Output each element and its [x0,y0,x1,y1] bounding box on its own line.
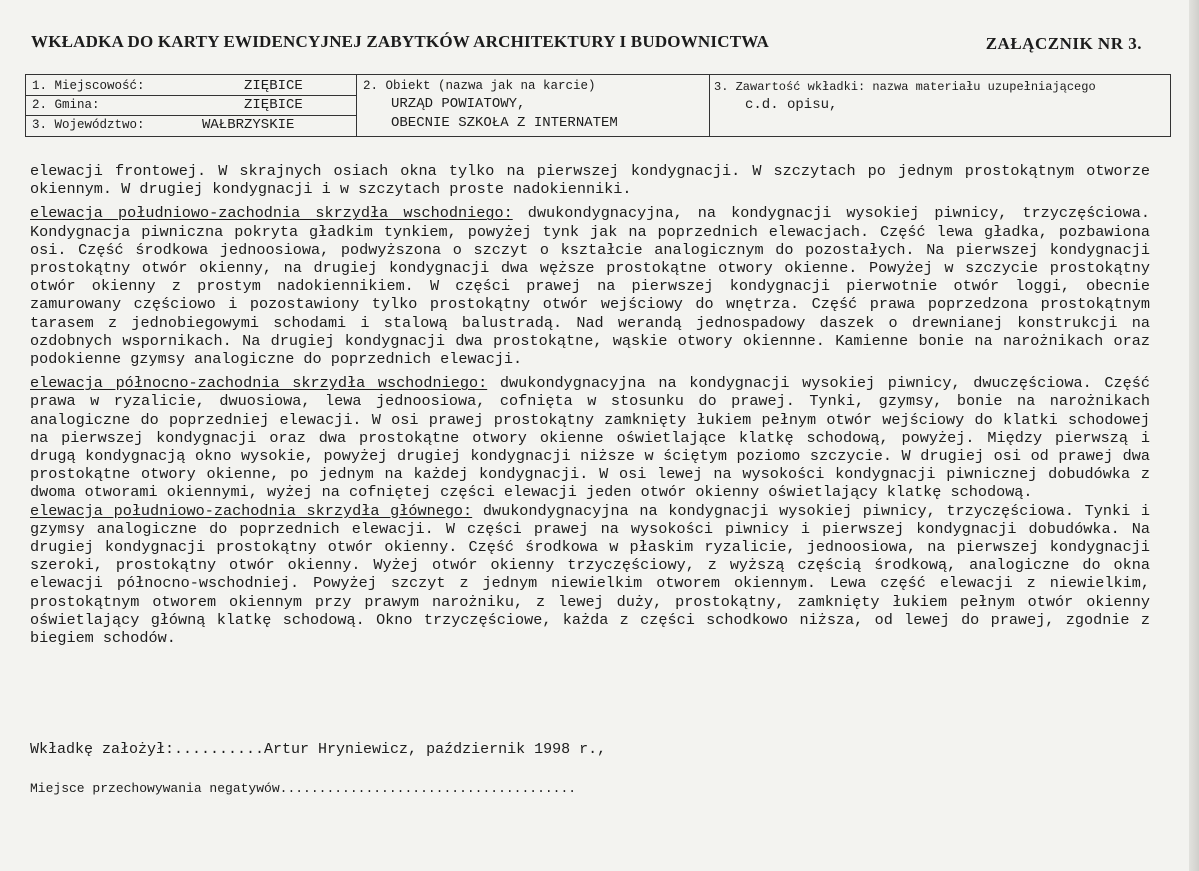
row-divider [26,95,356,96]
founder-line: Wkładkę założył:..........Artur Hryniewicz, październik 1998 r., [30,741,607,758]
paragraph-text: elewacji frontowej. W skrajnych osiach okna tylko na pierwszej kondygnacji. W szczytach po jednym prostokątnym otworze okiennym. W drugiej kondygnacji i w szczytach proste nadokienniki. [30,162,1150,199]
document-title: WKŁADKA DO KARTY EWIDENCYJNEJ ZABYTKÓW ARCHITEKTURY I BUDOWNICTWA [31,32,770,51]
voivodeship-label: 3. Województwo: [32,118,145,132]
content-value: c.d. opisu, [745,97,838,113]
paragraph-northwest-east-wing [30,374,1150,501]
annex-number: ZAŁĄCZNIK NR 3. [985,34,1142,53]
object-label: 2. Obiekt (nazwa jak na karcie) [363,79,596,93]
commune-value: ZIĘBICE [244,97,303,113]
content-column [709,75,1170,136]
description-text [30,162,1150,647]
info-box [25,74,1171,137]
object-line-2: OBECNIE SZKOŁA Z INTERNATEM [391,115,618,131]
paragraph-southwest-main-wing [30,502,1150,648]
paragraph-southwest-east-wing [30,204,1150,368]
row-divider [26,115,356,116]
object-line-1: URZĄD POWIATOWY, [391,96,526,112]
content-label: 3. Zawartość wkładki: nazwa materiału uzupełniającego [714,80,1096,94]
locality-label: 1. Miejscowość: [32,79,145,93]
section-heading: elewacja południowo-zachodnia skrzydła wschodniego: [30,204,513,223]
section-heading: elewacja południowo-zachodnia skrzydła głównego: [30,501,473,520]
negatives-location-line: Miejsce przechowywania negatywów...................................... [30,781,577,796]
paragraph-text: dwukondygnacyjna na kondygnacji wysokiej piwnicy, dwuczęściowa. Część prawa w ryzalicie, dwuosiowa, lewa jednoosiowa, cofnięta w stosunku do prawej. Tynki, gzymsy, bonie na narożnikach analogiczne do poprzedniej elewacji. W osi prawej prostokątny zamknięty łukiem pełnym otwór wejściowy do klatki schodowej na pierwszej kondygnacji oraz dwa prostokątne otwory okienne oświetlające klatkę schodową, powyżej. Między pierwszą i drugą kondygnacją okno wysokie, powyżej drugiej kondygnacji niższe w ściętym poziomo szczycie. W drugiej osi od prawej dwa prostokątne otwory okienne, po jednym na każdej kondygnacji. W osi lewej na wysokości kondygnacji piwnicznej dobudówka z dwoma otworami okiennymi, wyżej na cofniętej części elewacji jeden otwór okienny oświetlający klatkę schodową. [30,374,1150,502]
paragraph-text: dwukondygnacyjna, na kondygnacji wysokiej piwnicy, trzyczęściowa. Kondygnacja piwniczna pokryta gładkim tynkiem, powyżej tynk jak na poprzednich elewacjach. Część lewa gładka, pozbawiona osi. Część środkowa jednoosiowa, podwyższona o szczyt o kształcie analogicznym do pozostałych. Na pierwszej kondygnacji prostokątny otwór okienny, na drugiej kondygnacji dwa węższe prostokątne otwory okienne. Powyżej w szczycie prostokątny otwór okienny z prostym nadokiennikiem. W części prawej na pierwszej kondygnacji pierwotnie otwór loggi, obecnie zamurowany częściowo i pozostawiony tylko prostokątny otwór wejściowy do wnętrza. Część prawa poprzedzona prostokątnym tarasem z jednobiegowymi schodami i stalową balustradą. Nad werandą jednospadowy daszek o drewnianej konstrukcji na ozdobnych wspornikach. Na drugiej kondygnacji dwa prostokątne, wąskie otwory okiennne. Kamienne bonie na narożnikach oraz podokienne gzymsy analogiczne do poprzednich elewacji. [30,204,1150,369]
voivodeship-value: WAŁBRZYSKIE [202,117,295,133]
object-column [356,75,710,136]
paragraph-front-elevation [30,162,1150,198]
locality-value: ZIĘBICE [244,78,303,94]
section-heading: elewacja północno-zachodnia skrzydła wschodniego: [30,374,488,393]
location-column [26,75,356,136]
paragraph-text: dwukondygnacyjna na kondygnacji wysokiej piwnicy, trzyczęściowa. Tynki i gzymsy analogiczne do poprzednich elewacji. W części prawej na wysokości piwnicy i pierwszej kondygnacji dobudówka. Na drugiej kondygnacji prostokątny otwór okienny. Część środkowa w płaskim ryzalicie, jednoosiowa, na pierwszej kondygnacji szeroki, prostokątny otwór okienny. Wyżej otwór okienny trzyczęściowy, z wyższą częścią środkową, analogiczne do okna elewacji północno-wschodniej. Powyżej szczyt z jednym niewielkim otworem okiennym. Lewa część elewacji z niewielkim, prostokątnym otworem okiennym przy prawym narożniku, z lewej duży, prostokątny, zamknięty łukiem pełnym otwór okienny oświetlający główną klatkę schodową. Okno trzyczęściowe, każda z części schodkowo niższa, od lewej do prawej, zgodnie z biegiem schodów. [30,501,1150,648]
commune-label: 2. Gmina: [32,98,100,112]
